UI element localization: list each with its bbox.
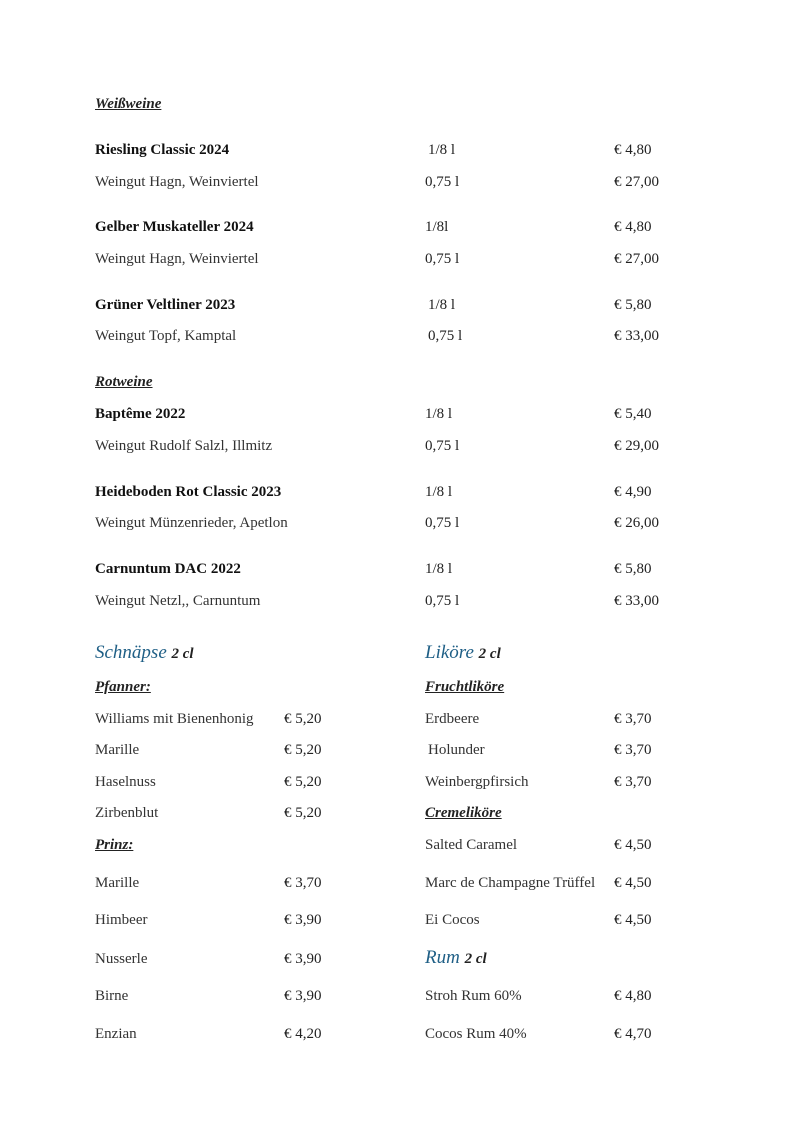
wine-name: Riesling Classic 2024 [95, 142, 230, 158]
wine-producer: Weingut Rudolf Salzl, Illmitz [95, 438, 273, 454]
wine-name: Gelber Muskateller 2024 [95, 219, 254, 235]
menu-item-price: € 5,20 [284, 774, 322, 790]
menu-item-name: Haselnuss [95, 774, 156, 790]
glass-size: 1/8 l [425, 484, 453, 500]
glass-size: 1/8 l [425, 406, 453, 422]
glass-size: 1/8l [425, 219, 449, 235]
glass-price: € 4,80 [614, 219, 652, 235]
likoere-title: Liköre [425, 642, 474, 663]
menu-item-price: € 5,20 [284, 711, 322, 727]
wine-producer: Weingut Hagn, Weinviertel [95, 174, 259, 190]
glass-size: 1/8 l [428, 142, 456, 158]
menu-item-name: Marc de Champagne Trüffel [425, 875, 596, 891]
section-title-rum [425, 947, 487, 970]
wine-name: Baptême 2022 [95, 406, 186, 422]
glass-price: € 5,80 [614, 561, 652, 577]
glass-price: € 4,90 [614, 484, 652, 500]
menu-item-name: Marille [95, 742, 140, 758]
bottle-size: 0,75 l [425, 593, 460, 609]
subheading-fruchtlikoere: Fruchtliköre [425, 679, 505, 695]
menu-item-price: € 5,20 [284, 742, 322, 758]
rum-title: Rum [425, 947, 460, 968]
glass-price: € 4,80 [614, 142, 652, 158]
schnaepse-title: Schnäpse [95, 642, 167, 663]
menu-item-price: € 4,20 [284, 1026, 322, 1042]
section-heading-weissweine: Weißweine [95, 96, 162, 112]
bottle-price: € 33,00 [614, 328, 659, 344]
menu-item-price: € 5,20 [284, 805, 322, 821]
menu-item-name: Cocos Rum 40% [425, 1026, 527, 1042]
bottle-price: € 33,00 [614, 593, 659, 609]
bottle-size: 0,75 l [425, 515, 460, 531]
glass-price: € 5,80 [614, 297, 652, 313]
wine-name: Carnuntum DAC 2022 [95, 561, 241, 577]
menu-item-price: € 3,90 [284, 951, 322, 967]
menu-item-name: Williams mit Bienenhonig [95, 711, 254, 727]
menu-item-price: € 4,50 [614, 875, 652, 891]
bottle-size: 0,75 l [425, 438, 460, 454]
likoere-unit: 2 cl [478, 646, 501, 662]
subheading-prinz: Prinz: [95, 837, 134, 853]
rum-unit: 2 cl [464, 951, 487, 967]
bottle-price: € 27,00 [614, 174, 659, 190]
glass-size: 1/8 l [428, 297, 456, 313]
wine-name: Grüner Veltliner 2023 [95, 297, 236, 313]
menu-item-price: € 3,70 [284, 875, 322, 891]
section-title-likoere [425, 642, 501, 665]
menu-item-name: Holunder [428, 742, 485, 758]
schnaepse-unit: 2 cl [171, 646, 194, 662]
wine-producer: Weingut Hagn, Weinviertel [95, 251, 259, 267]
glass-price: € 5,40 [614, 406, 652, 422]
menu-item-name: Nusserle [95, 951, 148, 967]
menu-item-name: Himbeer [95, 912, 148, 928]
wine-producer: Weingut Netzl,, Carnuntum [95, 593, 261, 609]
bottle-size: 0,75 l [425, 174, 460, 190]
menu-item-name: Stroh Rum 60% [425, 988, 522, 1004]
subheading-pfanner: Pfanner: [95, 679, 151, 695]
menu-item-name: Birne [95, 988, 129, 1004]
menu-item-price: € 3,70 [614, 742, 652, 758]
menu-item-price: € 3,90 [284, 988, 322, 1004]
bottle-size: 0,75 l [428, 328, 463, 344]
glass-size: 1/8 l [425, 561, 453, 577]
subheading-cremelikoere: Cremeliköre [425, 805, 502, 821]
menu-item-price: € 3,70 [614, 774, 652, 790]
bottle-price: € 26,00 [614, 515, 659, 531]
section-heading-rotweine: Rotweine [95, 374, 153, 390]
menu-item-name: Marille [95, 875, 140, 891]
menu-item-price: € 3,70 [614, 711, 652, 727]
bottle-price: € 27,00 [614, 251, 659, 267]
menu-item-name: Salted Caramel [425, 837, 518, 853]
menu-item-price: € 3,90 [284, 912, 322, 928]
wine-producer: Weingut Topf, Kamptal [95, 328, 237, 344]
menu-item-name: Erdbeere [425, 711, 480, 727]
menu-item-name: Enzian [95, 1026, 137, 1042]
menu-item-name: Weinbergpfirsich [425, 774, 529, 790]
menu-item-price: € 4,50 [614, 912, 652, 928]
section-title-schnaepse [95, 642, 194, 665]
bottle-size: 0,75 l [425, 251, 460, 267]
menu-item-price: € 4,50 [614, 837, 652, 853]
menu-item-name: Zirbenblut [95, 805, 159, 821]
wine-producer: Weingut Münzenrieder, Apetlon [95, 515, 288, 531]
bottle-price: € 29,00 [614, 438, 659, 454]
menu-item-name: Ei Cocos [425, 912, 480, 928]
wine-name: Heideboden Rot Classic 2023 [95, 484, 282, 500]
menu-item-price: € 4,70 [614, 1026, 652, 1042]
menu-item-price: € 4,80 [614, 988, 652, 1004]
